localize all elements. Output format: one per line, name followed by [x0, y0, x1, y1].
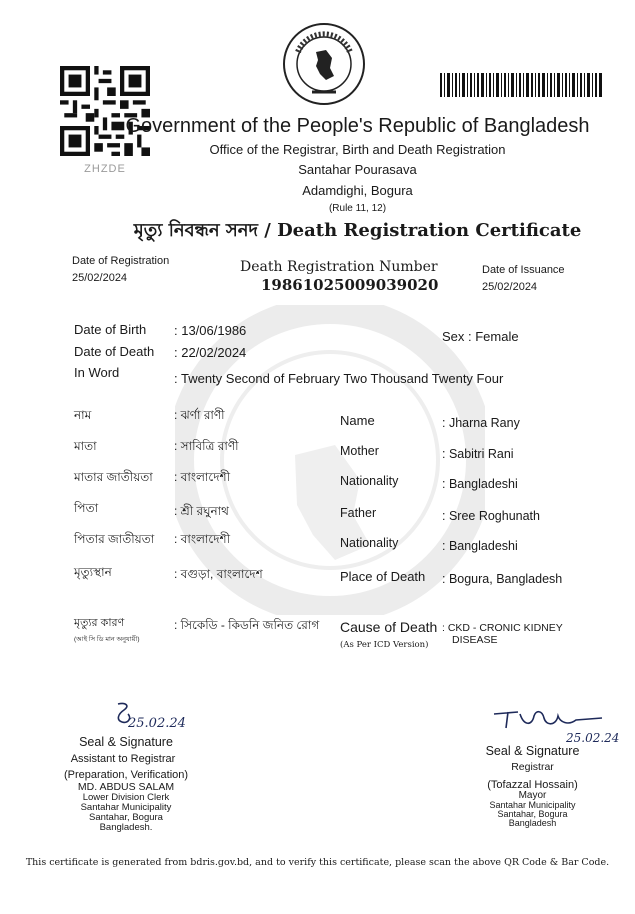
bn-label-father: পিতা [74, 501, 99, 515]
left-role: Assistant to Registrar [70, 753, 176, 765]
barcode [440, 73, 602, 97]
dod-value: : 22/02/2024 [174, 345, 247, 360]
right-place: Santahar, Bogura [497, 809, 568, 819]
en-label-father-nationality: Nationality [340, 536, 399, 550]
bn-label-cause: মৃত্যুর কারণ [74, 617, 125, 629]
bn-value-father: : শ্রী রঘুনাথ [174, 504, 229, 518]
left-seal-title: Seal & Signature [79, 735, 173, 749]
right-name: (Tofazzal Hossain) [487, 779, 578, 791]
bn-label-mother-nationality: মাতার জাতীয়তা [74, 470, 153, 484]
left-place: Santahar, Bogura [89, 812, 163, 823]
footer-note: This certificate is generated from bdris.gov.bd, and to verify this certificate, please scan the above QR Code & Bar Code. [25, 857, 610, 868]
sex-value: Sex : Female [442, 329, 519, 344]
left-country: Bangladesh. [99, 822, 153, 833]
right-role: Registrar [511, 761, 554, 773]
dob-label: Date of Birth [74, 322, 147, 337]
en-value-cause-line1: : CKD - CRONIC KIDNEY [442, 622, 563, 634]
location-name: Adamdighi, Bogura [302, 183, 413, 198]
right-signature-date: 25.02.24 [566, 731, 620, 745]
bn-label-cause-sub: (আই সি ডি মান অনুযায়ী) [74, 636, 140, 643]
en-label-mother: Mother [340, 444, 379, 458]
government-title: Government of the People's Republic of Bangladesh [125, 115, 590, 137]
right-seal-title: Seal & Signature [485, 744, 580, 758]
dob-value: : 13/06/1986 [174, 323, 247, 338]
registration-number-label: Death Registration Number [240, 259, 438, 275]
en-label-father: Father [340, 506, 377, 520]
left-org: Santahar Municipality [80, 802, 172, 813]
government-seal-icon [282, 22, 366, 106]
left-role-2: (Preparation, Verification) [63, 769, 189, 781]
municipality-name: Santahar Pourasava [298, 162, 417, 177]
left-name: MD. ABDUS SALAM [77, 781, 175, 793]
date-of-issuance-value: 25/02/2024 [482, 281, 538, 293]
en-value-place-of-death: : Bogura, Bangladesh [442, 572, 563, 586]
en-value-father: : Sree Roghunath [442, 509, 540, 523]
en-value-name: : Jharna Rany [442, 416, 520, 430]
bn-value-father-nationality: : বাংলাদেশী [174, 532, 231, 546]
right-post: Mayor [518, 790, 547, 801]
date-of-issuance-label: Date of Issuance [482, 264, 565, 276]
bn-label-name: নাম [74, 408, 92, 422]
bn-value-cause: : সিকেডি - কিডনি জনিত রোগ [174, 618, 320, 632]
en-value-father-nationality: : Bangladeshi [442, 539, 518, 553]
bn-value-name: : ঝর্ণা রাণী [174, 408, 225, 422]
inword-label: In Word [74, 365, 120, 380]
registration-number-value: 19861025009039020 [261, 276, 439, 294]
rule-reference: (Rule 11, 12) [328, 203, 387, 214]
qr-code-id: ZHZDE [84, 163, 126, 175]
right-handwritten-signature [490, 700, 605, 734]
bn-value-place-of-death: : বগুড়া, বাংলাদেশ [174, 567, 263, 581]
date-of-registration-label: Date of Registration [72, 255, 170, 267]
bn-value-mother: : সাবিত্রি রাণী [174, 439, 239, 453]
bn-value-mother-nationality: : বাংলাদেশী [174, 470, 231, 484]
inword-value: : Twenty Second of February Two Thousand Twenty Four [174, 371, 504, 386]
bn-label-mother: মাতা [74, 439, 97, 453]
en-value-mother: : Sabitri Rani [442, 447, 514, 461]
en-label-place-of-death: Place of Death [340, 569, 426, 584]
en-value-mother-nationality: : Bangladeshi [442, 477, 518, 491]
office-title: Office of the Registrar, Birth and Death Registration [209, 142, 506, 157]
date-of-registration-value: 25/02/2024 [72, 272, 128, 284]
en-label-cause-sub: (As Per ICD Version) [340, 640, 429, 650]
bn-label-place-of-death: মৃত্যুস্থান [74, 565, 112, 579]
left-signature-date: 25.02.24 [128, 716, 186, 731]
right-country: Bangladesh [508, 818, 557, 828]
left-post: Lower Division Clerk [82, 792, 170, 803]
en-label-name: Name [340, 413, 375, 428]
en-label-cause: Cause of Death [340, 619, 438, 635]
en-value-cause-line2: DISEASE [452, 634, 498, 646]
right-org: Santahar Municipality [489, 800, 576, 810]
certificate-title: মৃত্যু নিবন্ধন সনদ / Death Registration Certificate [133, 220, 582, 241]
bn-label-father-nationality: পিতার জাতীয়তা [74, 532, 155, 546]
en-label-mother-nationality: Nationality [340, 474, 399, 488]
dod-label: Date of Death [74, 344, 155, 359]
